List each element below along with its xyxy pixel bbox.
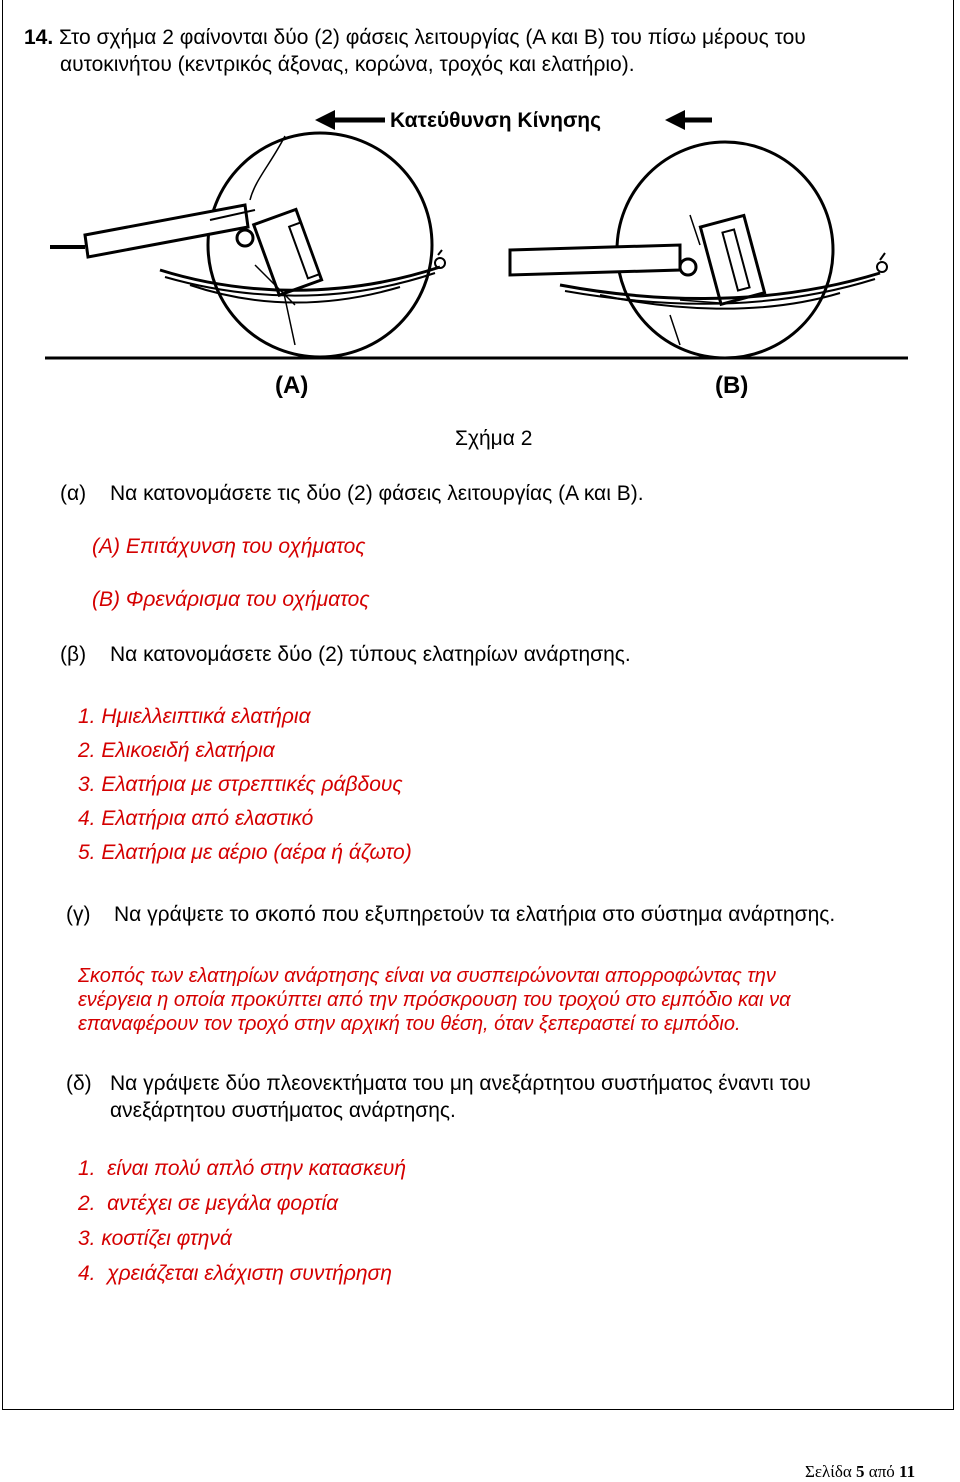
suspension-figure [40,95,920,415]
part-d-line-1: Να γράψετε δύο πλεονεκτήματα του μη ανεξάρτητου συστήματος έναντι του [110,1072,811,1095]
part-a-answer-1: (Α) Επιτάχυνση του οχήματος [92,535,366,558]
part-a-answer-2: (Β) Φρενάρισμα του οχήματος [92,588,370,611]
part-a-text: Να κατονομάσετε τις δύο (2) φάσεις λειτουργίας (Α και Β). [110,482,644,505]
question-line-2: αυτοκινήτου (κεντρικός άξονας, κορώνα, τροχός και ελατήριο). [60,53,635,76]
part-c-answer-line-2: ενέργεια η οποία προκύπτει από την πρόσκρουση του τροχού στο εμπόδιο και να [78,989,791,1011]
part-d-marker: (δ) [66,1072,92,1095]
footer-of-word: από [868,1462,895,1481]
label-a: (A) [275,372,309,399]
part-d-answer-3: 3. κοστίζει φτηνά [78,1227,232,1250]
part-d-answer-4: 4. χρειάζεται ελάχιστη συντήρηση [78,1262,392,1285]
part-a-marker: (α) [60,482,87,505]
wheel-assembly-b [510,142,887,358]
footer-page-num: 5 [856,1462,865,1481]
direction-label: Κατεύθυνση Κίνησης [390,109,602,132]
question-line-1 [24,24,806,51]
part-b-marker: (β) [60,643,87,666]
part-d-answer-2: 2. αντέχει σε μεγάλα φορτία [78,1192,339,1215]
part-c-text: Να γράψετε το σκοπό που εξυπηρετούν τα ελατήρια στο σύστημα ανάρτησης. [114,903,836,926]
part-c-marker: (γ) [66,903,91,926]
part-b-text: Να κατονομάσετε δύο (2) τύπους ελατηρίων ανάρτησης. [110,643,631,666]
label-b: (B) [715,372,749,399]
left-arrow-icon [315,110,385,130]
part-b-answer-2: 2. Ελικοειδή ελατήρια [78,739,275,762]
page-footer [805,1462,915,1482]
footer-page-word: Σελίδα [805,1462,852,1481]
part-d-line-2: ανεξάρτητου συστήματος ανάρτησης. [110,1099,456,1122]
question-text: Στο σχήμα 2 φαίνονται δύο (2) φάσεις λειτουργίας (Α και Β) του πίσω μέρους του [59,26,806,49]
right-arrow-icon [665,110,712,130]
part-b-answer-5: 5. Ελατήρια με αέριο (αέρα ή άζωτο) [78,841,412,864]
part-b-answer-3: 3. Ελατήρια με στρεπτικές ράβδους [78,773,403,796]
part-d-answer-1: 1. είναι πολύ απλό στην κατασκευή [78,1157,407,1180]
question-number: 14. [24,26,54,49]
part-b-answer-4: 4. Ελατήρια από ελαστικό [78,807,314,830]
part-b-answer-1: 1. Ημιελλειπτικά ελατήρια [78,705,311,728]
part-c-answer-line-1: Σκοπός των ελατηρίων ανάρτησης είναι να συσπειρώνονται απορροφώντας την [78,965,776,987]
wheel-assembly-a [50,133,445,357]
figure-caption: Σχήμα 2 [455,427,533,450]
part-c-answer-line-3: επαναφέρουν τον τροχό στην αρχική του θέση, όταν ξεπεραστεί το εμπόδιο. [78,1013,741,1035]
footer-total: 11 [899,1462,916,1481]
